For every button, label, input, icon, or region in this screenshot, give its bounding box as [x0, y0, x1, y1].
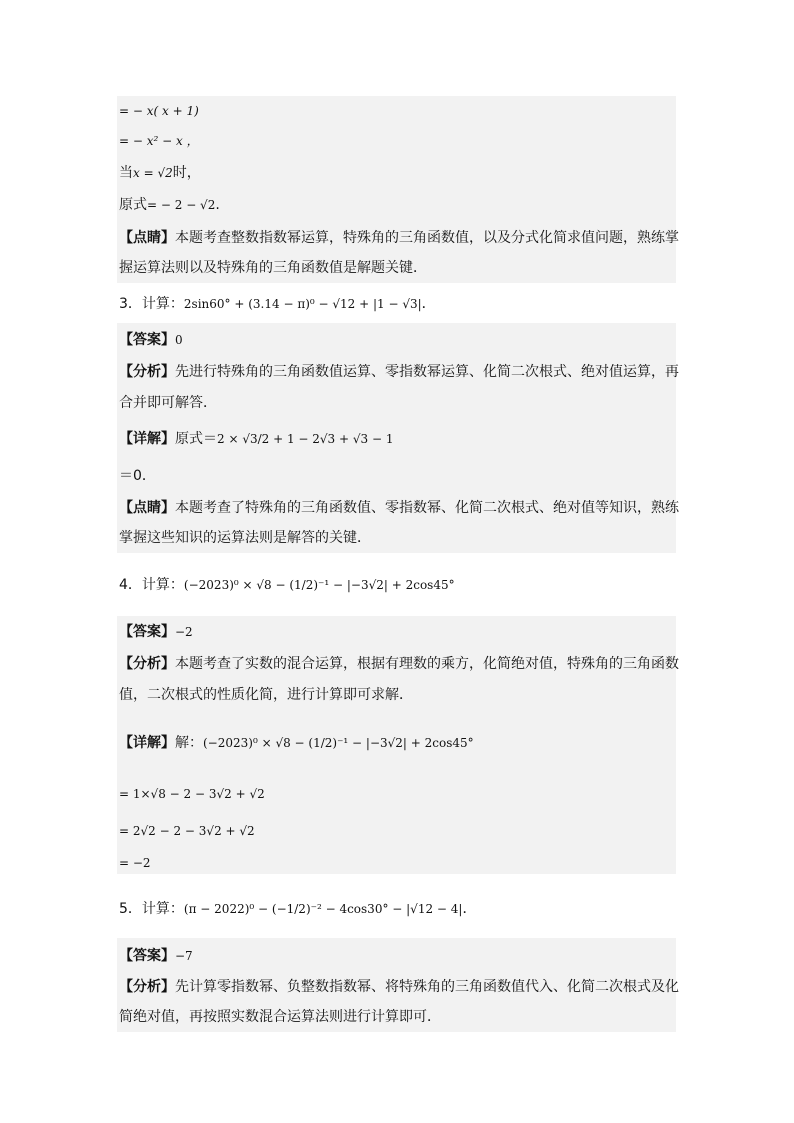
analysis-line [119, 654, 679, 674]
tip-label: 【点睛】 [119, 500, 175, 516]
tip-line: 握运算法则以及特殊角的三角函数值是解题关键． [119, 260, 427, 276]
analysis-label: 【分析】 [119, 364, 175, 380]
tip-line [119, 228, 679, 248]
step-line: = − x( x + 1) [119, 104, 199, 118]
expression: (−2023)⁰ × √8 − (1/2)⁻¹ − |−3√2| + 2cos45° [183, 578, 455, 592]
substitution-line [119, 163, 201, 183]
analysis-label: 【分析】 [119, 656, 175, 672]
prompt: 计算： [141, 296, 184, 312]
step-line: = 1×√8 − 2 − 3√2 + √2 [119, 787, 265, 801]
text: . [215, 197, 220, 213]
detail-line [119, 429, 393, 449]
analysis-text: 本题考查了实数的混合运算，根据有理数的乘方，化简绝对值，特殊角的三角函数 [175, 656, 679, 672]
analysis-line: 合并即可解答． [119, 395, 217, 411]
detail-math: (−2023)⁰ × √8 − (1/2)⁻¹ − |−3√2| + 2cos45° [203, 736, 474, 750]
answer-value: −7 [175, 949, 193, 963]
problem-3-title [119, 294, 436, 314]
answer-line [119, 622, 193, 642]
problem-number: 4． [119, 577, 142, 593]
answer-label: 【答案】 [119, 624, 175, 640]
analysis-line [119, 977, 679, 997]
analysis-text: 先计算零指数幂、负整数指数幂、将特殊角的三角函数值代入、化简二次根式及化 [175, 979, 679, 995]
answer-label: 【答案】 [119, 948, 175, 964]
tip-text: 本题考查了特殊角的三角函数值、零指数幂、化简二次根式、绝对值等知识，熟练 [175, 500, 679, 516]
detail-label: 【详解】 [119, 431, 175, 447]
problem-number: 5． [119, 901, 142, 917]
detail-line [119, 733, 474, 753]
answer-line [119, 946, 193, 966]
result-line: ＝0． [119, 468, 156, 484]
end: ． [462, 901, 477, 917]
prompt: 计算： [141, 577, 184, 593]
answer-line [119, 330, 183, 350]
answer-value: 0 [175, 333, 183, 347]
answer-value: −2 [175, 625, 193, 639]
tip-line [119, 498, 679, 518]
expression: (π − 2022)⁰ − (−1/2)⁻² − 4cos30° − |√12 − 4| [183, 902, 463, 916]
step-line: = 2√2 − 2 − 3√2 + √2 [119, 824, 255, 838]
tip-text: 本题考查整数指数幂运算，特殊角的三角函数值，以及分式化简求值问题，熟练掌 [175, 230, 679, 246]
detail-pre: 原式＝ [175, 431, 217, 447]
detail-math: 2 × √3/2 + 1 − 2√3 + √3 − 1 [217, 432, 394, 446]
detail-label: 【详解】 [119, 735, 175, 751]
analysis-line: 值，二次根式的性质化简，进行计算即可求解． [119, 687, 413, 703]
problem-number: 3． [119, 296, 142, 312]
analysis-line: 简绝对值，再按照实数混合运算法则进行计算即可． [119, 1009, 441, 1025]
problem-4-title [119, 575, 455, 595]
result-line [119, 195, 220, 215]
problem-5-title [119, 899, 476, 919]
step-line: = −2 [119, 856, 151, 870]
text: 原式 [119, 197, 147, 213]
text: 当 [119, 165, 133, 181]
detail-pre: 解： [175, 735, 203, 751]
math: = − 2 − √2 [147, 198, 216, 212]
step-line: = − x² − x ， [119, 134, 199, 148]
tip-label: 【点睛】 [119, 230, 175, 246]
prompt: 计算： [141, 901, 184, 917]
end: ． [421, 296, 436, 312]
text: 时， [172, 165, 201, 181]
answer-label: 【答案】 [119, 332, 175, 348]
solution-block-2 [117, 96, 676, 283]
tip-line: 掌握这些知识的运算法则是解答的关键． [119, 530, 371, 546]
math: x = √2 [133, 166, 173, 180]
expression: 2sin60° + (3.14 − π)⁰ − √12 + |1 − √3| [183, 297, 422, 311]
analysis-label: 【分析】 [119, 979, 175, 995]
analysis-line [119, 362, 679, 382]
analysis-text: 先进行特殊角的三角函数值运算、零指数幂运算、化简二次根式、绝对值运算，再 [175, 364, 679, 380]
